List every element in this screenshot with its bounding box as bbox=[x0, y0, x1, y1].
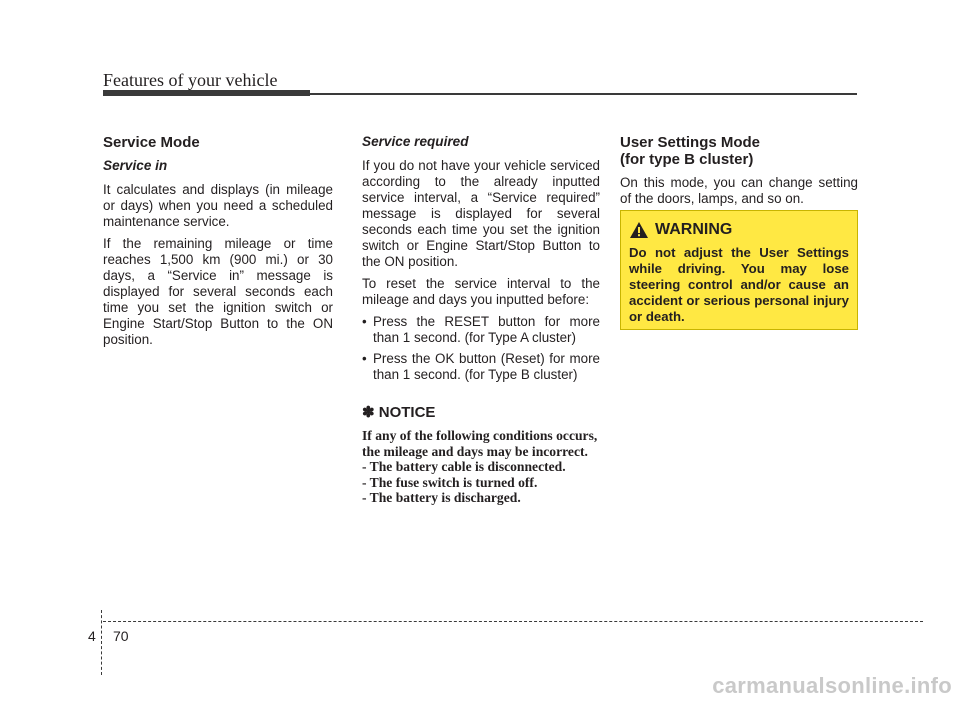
notice-body bbox=[362, 428, 600, 506]
page-number: 70 bbox=[113, 628, 129, 644]
reset-steps-list bbox=[362, 314, 600, 383]
list-item: • Press the OK button (Reset) for more than 1 second. (for Type B cluster) bbox=[362, 351, 600, 382]
footer-rule bbox=[103, 621, 923, 622]
subheading-service-in: Service in bbox=[103, 158, 168, 173]
warning-header bbox=[629, 221, 849, 239]
bullet-icon: • bbox=[362, 351, 367, 366]
notice-item: - The battery cable is disconnected. bbox=[362, 459, 566, 474]
notice-item: - The battery is discharged. bbox=[362, 490, 521, 505]
notice-item: - The fuse switch is turned off. bbox=[362, 474, 538, 490]
warning-title: WARNING bbox=[655, 221, 733, 238]
paragraph-service-in-1: It calculates and displays (in mileage or days) when you need a scheduled maintenance service. bbox=[103, 182, 333, 229]
page-header-title: Features of your vehicle bbox=[103, 70, 278, 90]
warning-text: Do not adjust the User Settings while driving. You may lose steering control and/or cause an accident or serious personal injury or death. bbox=[629, 245, 849, 324]
warning-triangle-icon bbox=[629, 221, 649, 239]
header-rule-thick bbox=[103, 90, 310, 96]
paragraph-service-required-2: To reset the service interval to the mileage and days you inputted before: bbox=[362, 276, 600, 307]
column-service-mode bbox=[103, 134, 333, 354]
paragraph-service-in-2: If the remaining mileage or time reaches 1,500 km (900 mi.) or 30 days, a “Service in” message is displayed for several seconds each time you set the ignition switch or Engine Start/Stop Button to the ON position. bbox=[103, 236, 333, 347]
header-rule-thin bbox=[310, 93, 857, 95]
warning-box bbox=[620, 210, 858, 330]
list-item: • Press the RESET button for more than 1 second. (for Type A cluster) bbox=[362, 314, 600, 345]
paragraph-user-settings: On this mode, you can change setting of the doors, lamps, and so on. bbox=[620, 175, 858, 206]
notice-title: ✽ NOTICE bbox=[362, 404, 436, 421]
column-service-required bbox=[362, 134, 600, 506]
bullet-icon: • bbox=[362, 314, 367, 329]
chapter-number: 4 bbox=[88, 628, 96, 644]
notice-intro: If any of the following conditions occurs, the mileage and days may be incorrect. bbox=[362, 428, 598, 459]
section-heading-service-mode: Service Mode bbox=[103, 134, 200, 151]
column-user-settings bbox=[620, 134, 858, 213]
footer-vertical-rule bbox=[101, 610, 102, 675]
subheading-service-required: Service required bbox=[362, 134, 469, 149]
section-heading-user-settings: User Settings Mode (for type B cluster) bbox=[620, 134, 761, 168]
watermark-logo: carmanualsonline.info bbox=[712, 673, 952, 698]
paragraph-service-required-1: If you do not have your vehicle serviced according to the already inputted service interval, a “Service required” message is displayed for several seconds each time you set the ignition switch or Engine Start/Stop Button to the ON position. bbox=[362, 158, 600, 269]
